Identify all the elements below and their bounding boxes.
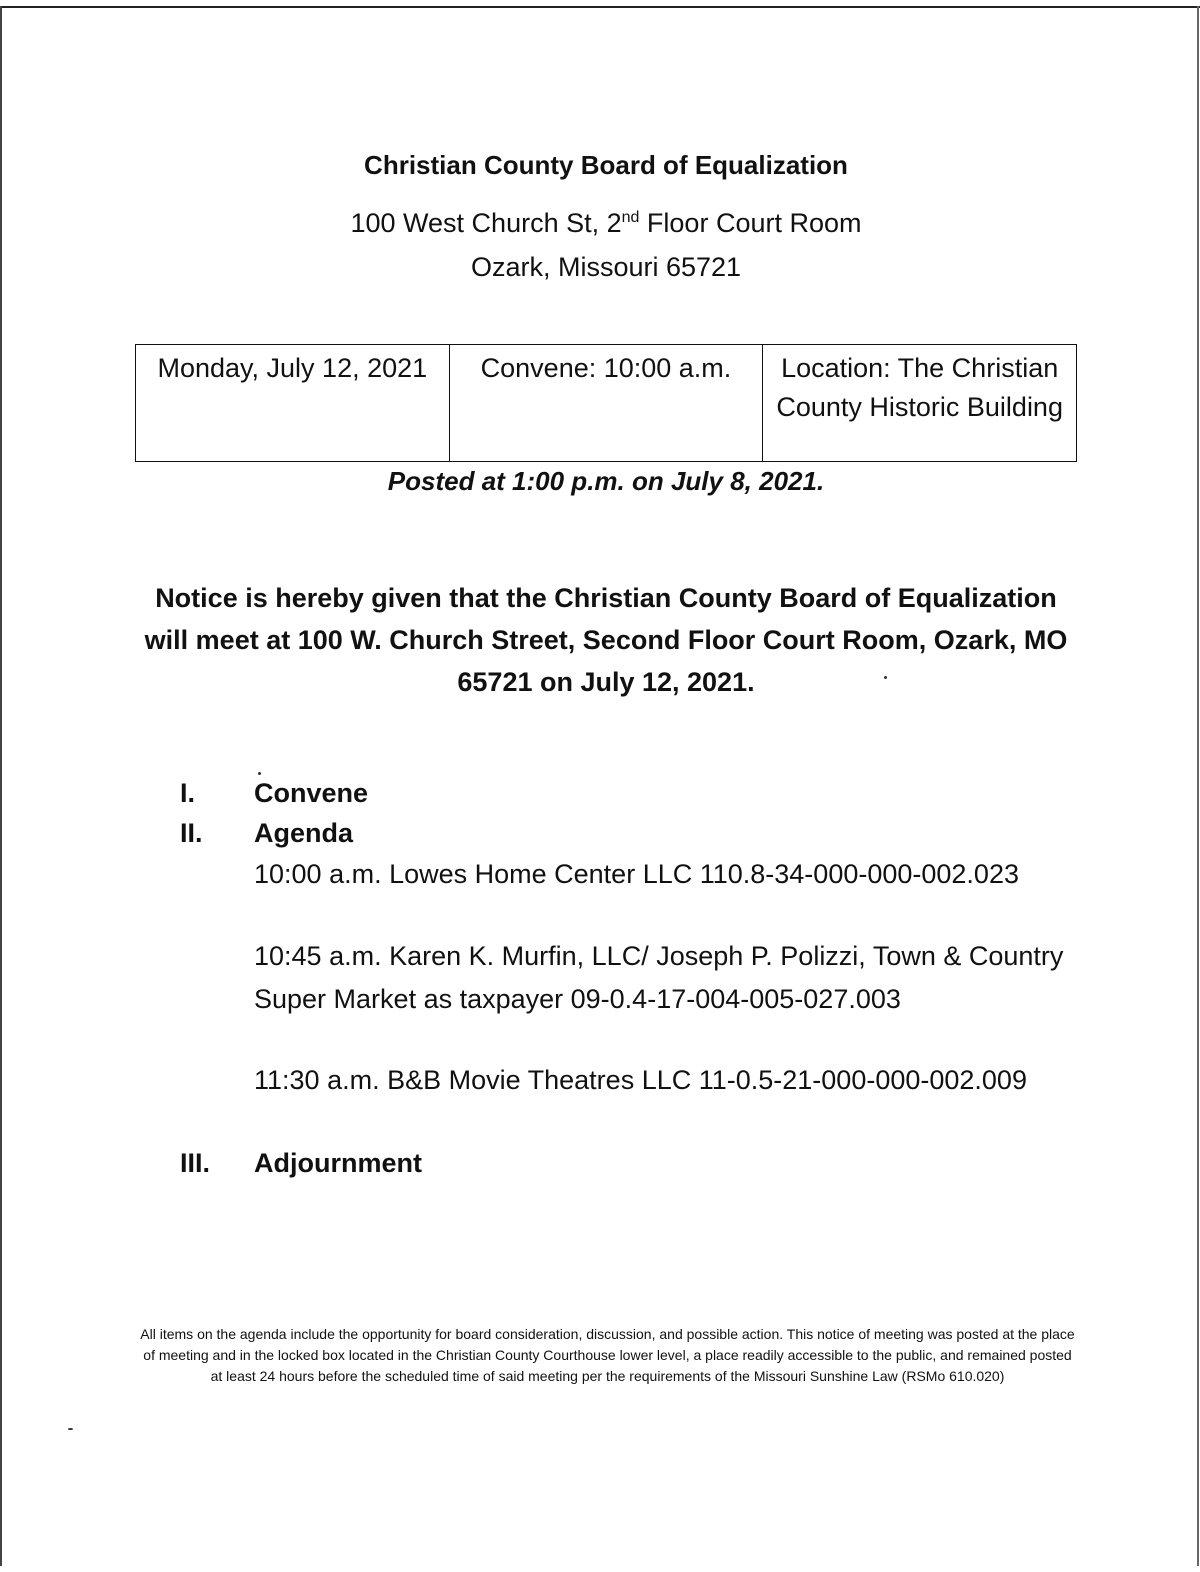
meeting-date-cell: Monday, July 12, 2021 bbox=[136, 345, 450, 462]
address-line-2: Ozark, Missouri 65721 bbox=[470, 252, 742, 282]
sunshine-law-footnote: All items on the agenda include the opportunity for board consideration, discussion, and possible action. This notice of meeting was posted at the place of meeting and in the locked box located in the Christian County Courthouse lower level, a place readily accessible to the public, and remained posted at least 24 hours before the scheduled time of said meeting per the requirements of the Missouri Sunshine Law (RSMo 610.020) bbox=[140, 1326, 1075, 1384]
agenda-numeral-2: II. bbox=[180, 818, 203, 848]
address-street: 100 West Church St, 2 bbox=[350, 208, 622, 238]
meeting-info-table bbox=[135, 344, 1077, 462]
agenda-numeral-1: I. bbox=[180, 778, 196, 808]
address-floor-suffix: nd bbox=[621, 209, 640, 226]
meeting-convene-cell: Convene: 10:00 a.m. bbox=[449, 345, 763, 462]
scan-left-edge bbox=[0, 6, 2, 1566]
agenda-item-agenda: Agenda bbox=[254, 818, 354, 848]
posted-notice: Posted at 1:00 p.m. on July 8, 2021. bbox=[387, 466, 825, 496]
agenda-entry-lowes: 10:00 a.m. Lowes Home Center LLC 110.8-34-000-000-002.023 bbox=[254, 859, 1019, 889]
meeting-location-cell: Location: The Christian County Historic Building bbox=[763, 345, 1077, 462]
scan-right-edge bbox=[1197, 6, 1199, 1566]
scan-speck bbox=[258, 772, 261, 775]
meeting-info-row bbox=[136, 345, 1077, 462]
address-line-1 bbox=[0, 208, 1200, 239]
scan-top-rule bbox=[0, 6, 1200, 8]
agenda-numeral-3: III. bbox=[180, 1148, 211, 1178]
scan-speck bbox=[68, 1428, 73, 1430]
agenda-item-convene: Convene bbox=[254, 778, 369, 808]
board-title: Christian County Board of Equalization bbox=[364, 150, 848, 180]
meeting-notice: Notice is hereby given that the Christian County Board of Equalization will meet at 100 W. Church Street, Second Floor Court Room, Ozark, MO 65721 on July 12, 2021. bbox=[144, 583, 1068, 697]
agenda-item-adjournment: Adjournment bbox=[254, 1148, 422, 1178]
agenda-entry-murfin: 10:45 a.m. Karen K. Murfin, LLC/ Joseph P. Polizzi, Town & Country Super Market as taxpayer 09-0.4-17-004-005-027.003 bbox=[254, 941, 1064, 1014]
address-room: Floor Court Room bbox=[639, 208, 862, 238]
agenda-entry-bb-movie: 11:30 a.m. B&B Movie Theatres LLC 11-0.5-21-000-000-002.009 bbox=[254, 1065, 1027, 1095]
